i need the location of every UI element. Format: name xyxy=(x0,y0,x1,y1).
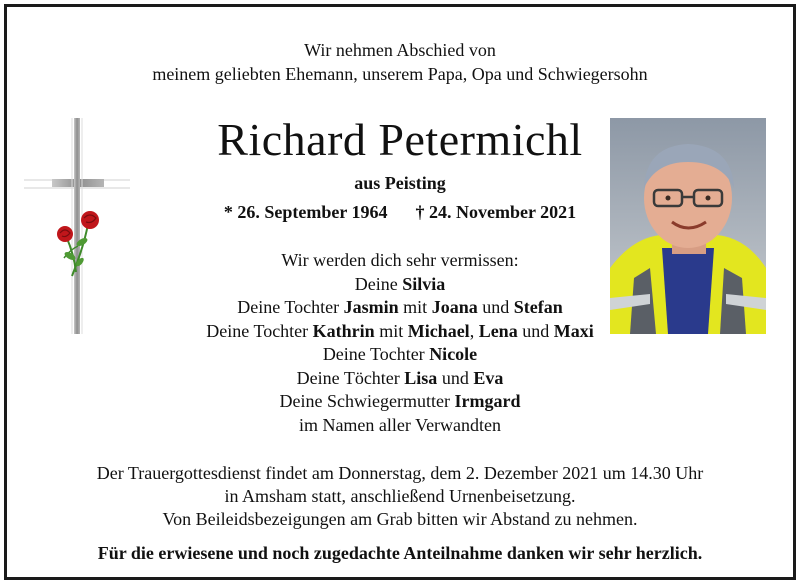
mourner-name: Kathrin xyxy=(312,320,375,341)
mourner-text: und xyxy=(517,320,554,341)
mourner-name: Stefan xyxy=(513,297,563,317)
mourners-closing: im Namen aller Verwandten xyxy=(298,414,502,435)
death-date: † 24. November 2021 xyxy=(415,202,577,222)
service-line-2: in Amsham statt, anschließend Urnenbeisetzung. xyxy=(224,486,576,506)
mourner-text: Deine Tochter xyxy=(237,297,344,317)
mourner-line-kathrin xyxy=(0,320,800,344)
mourner-name: Nicole xyxy=(429,344,478,364)
mourner-line-irmgard xyxy=(0,390,800,414)
mourner-text: Deine Schwiegermutter xyxy=(279,391,455,411)
intro-line-1: Wir nehmen Abschied von xyxy=(304,40,496,60)
mourner-text: Deine Tochter xyxy=(322,344,430,364)
mourner-name: Michael xyxy=(407,320,470,341)
mourner-text: Deine Tochter xyxy=(206,320,313,341)
deceased-name: Richard Petermichl xyxy=(217,114,583,165)
mourner-text: mit xyxy=(398,297,432,317)
intro-text xyxy=(0,38,800,86)
mourner-text: und xyxy=(477,297,514,317)
mourner-name: Lena xyxy=(478,320,518,341)
mourner-name: Joana xyxy=(431,297,478,317)
mourners-list xyxy=(0,249,800,437)
mourner-name: Jasmin xyxy=(343,297,399,317)
mourner-line-wife xyxy=(0,273,800,297)
mourner-text: , xyxy=(469,320,479,341)
service-line-1: Der Trauergottesdienst findet am Donnerstag, dem 2. Dezember 2021 um 14.30 Uhr xyxy=(96,463,704,483)
mourner-text: Deine xyxy=(354,273,403,294)
mourner-name: Maxi xyxy=(553,320,594,341)
mourner-text: Deine Töchter xyxy=(296,367,405,388)
deceased-origin: aus Peisting xyxy=(354,173,446,193)
service-info xyxy=(0,462,800,531)
thanks-note: Für die erwiesene und noch zugedachte Anteilnahme danken wir sehr herzlich. xyxy=(97,543,703,563)
birth-date: * 26. September 1964 xyxy=(223,202,388,222)
mourner-line-lisa-eva xyxy=(0,367,800,391)
mourner-name: Irmgard xyxy=(454,391,521,411)
mourner-line-jasmin xyxy=(0,296,800,320)
mourner-name: Silvia xyxy=(402,273,446,294)
intro-line-2: meinem geliebten Ehemann, unserem Papa, Opa und Schwiegersohn xyxy=(152,64,648,84)
mourner-text: und xyxy=(437,367,474,388)
mourner-name: Eva xyxy=(473,367,504,388)
mourner-line-nicole xyxy=(0,343,800,367)
mourners-heading: Wir werden dich sehr vermissen: xyxy=(281,250,519,270)
mourner-name: Lisa xyxy=(404,367,438,388)
mourner-text: mit xyxy=(374,320,408,341)
service-line-3: Von Beileidsbezeigungen am Grab bitten wir Abstand zu nehmen. xyxy=(162,509,638,529)
